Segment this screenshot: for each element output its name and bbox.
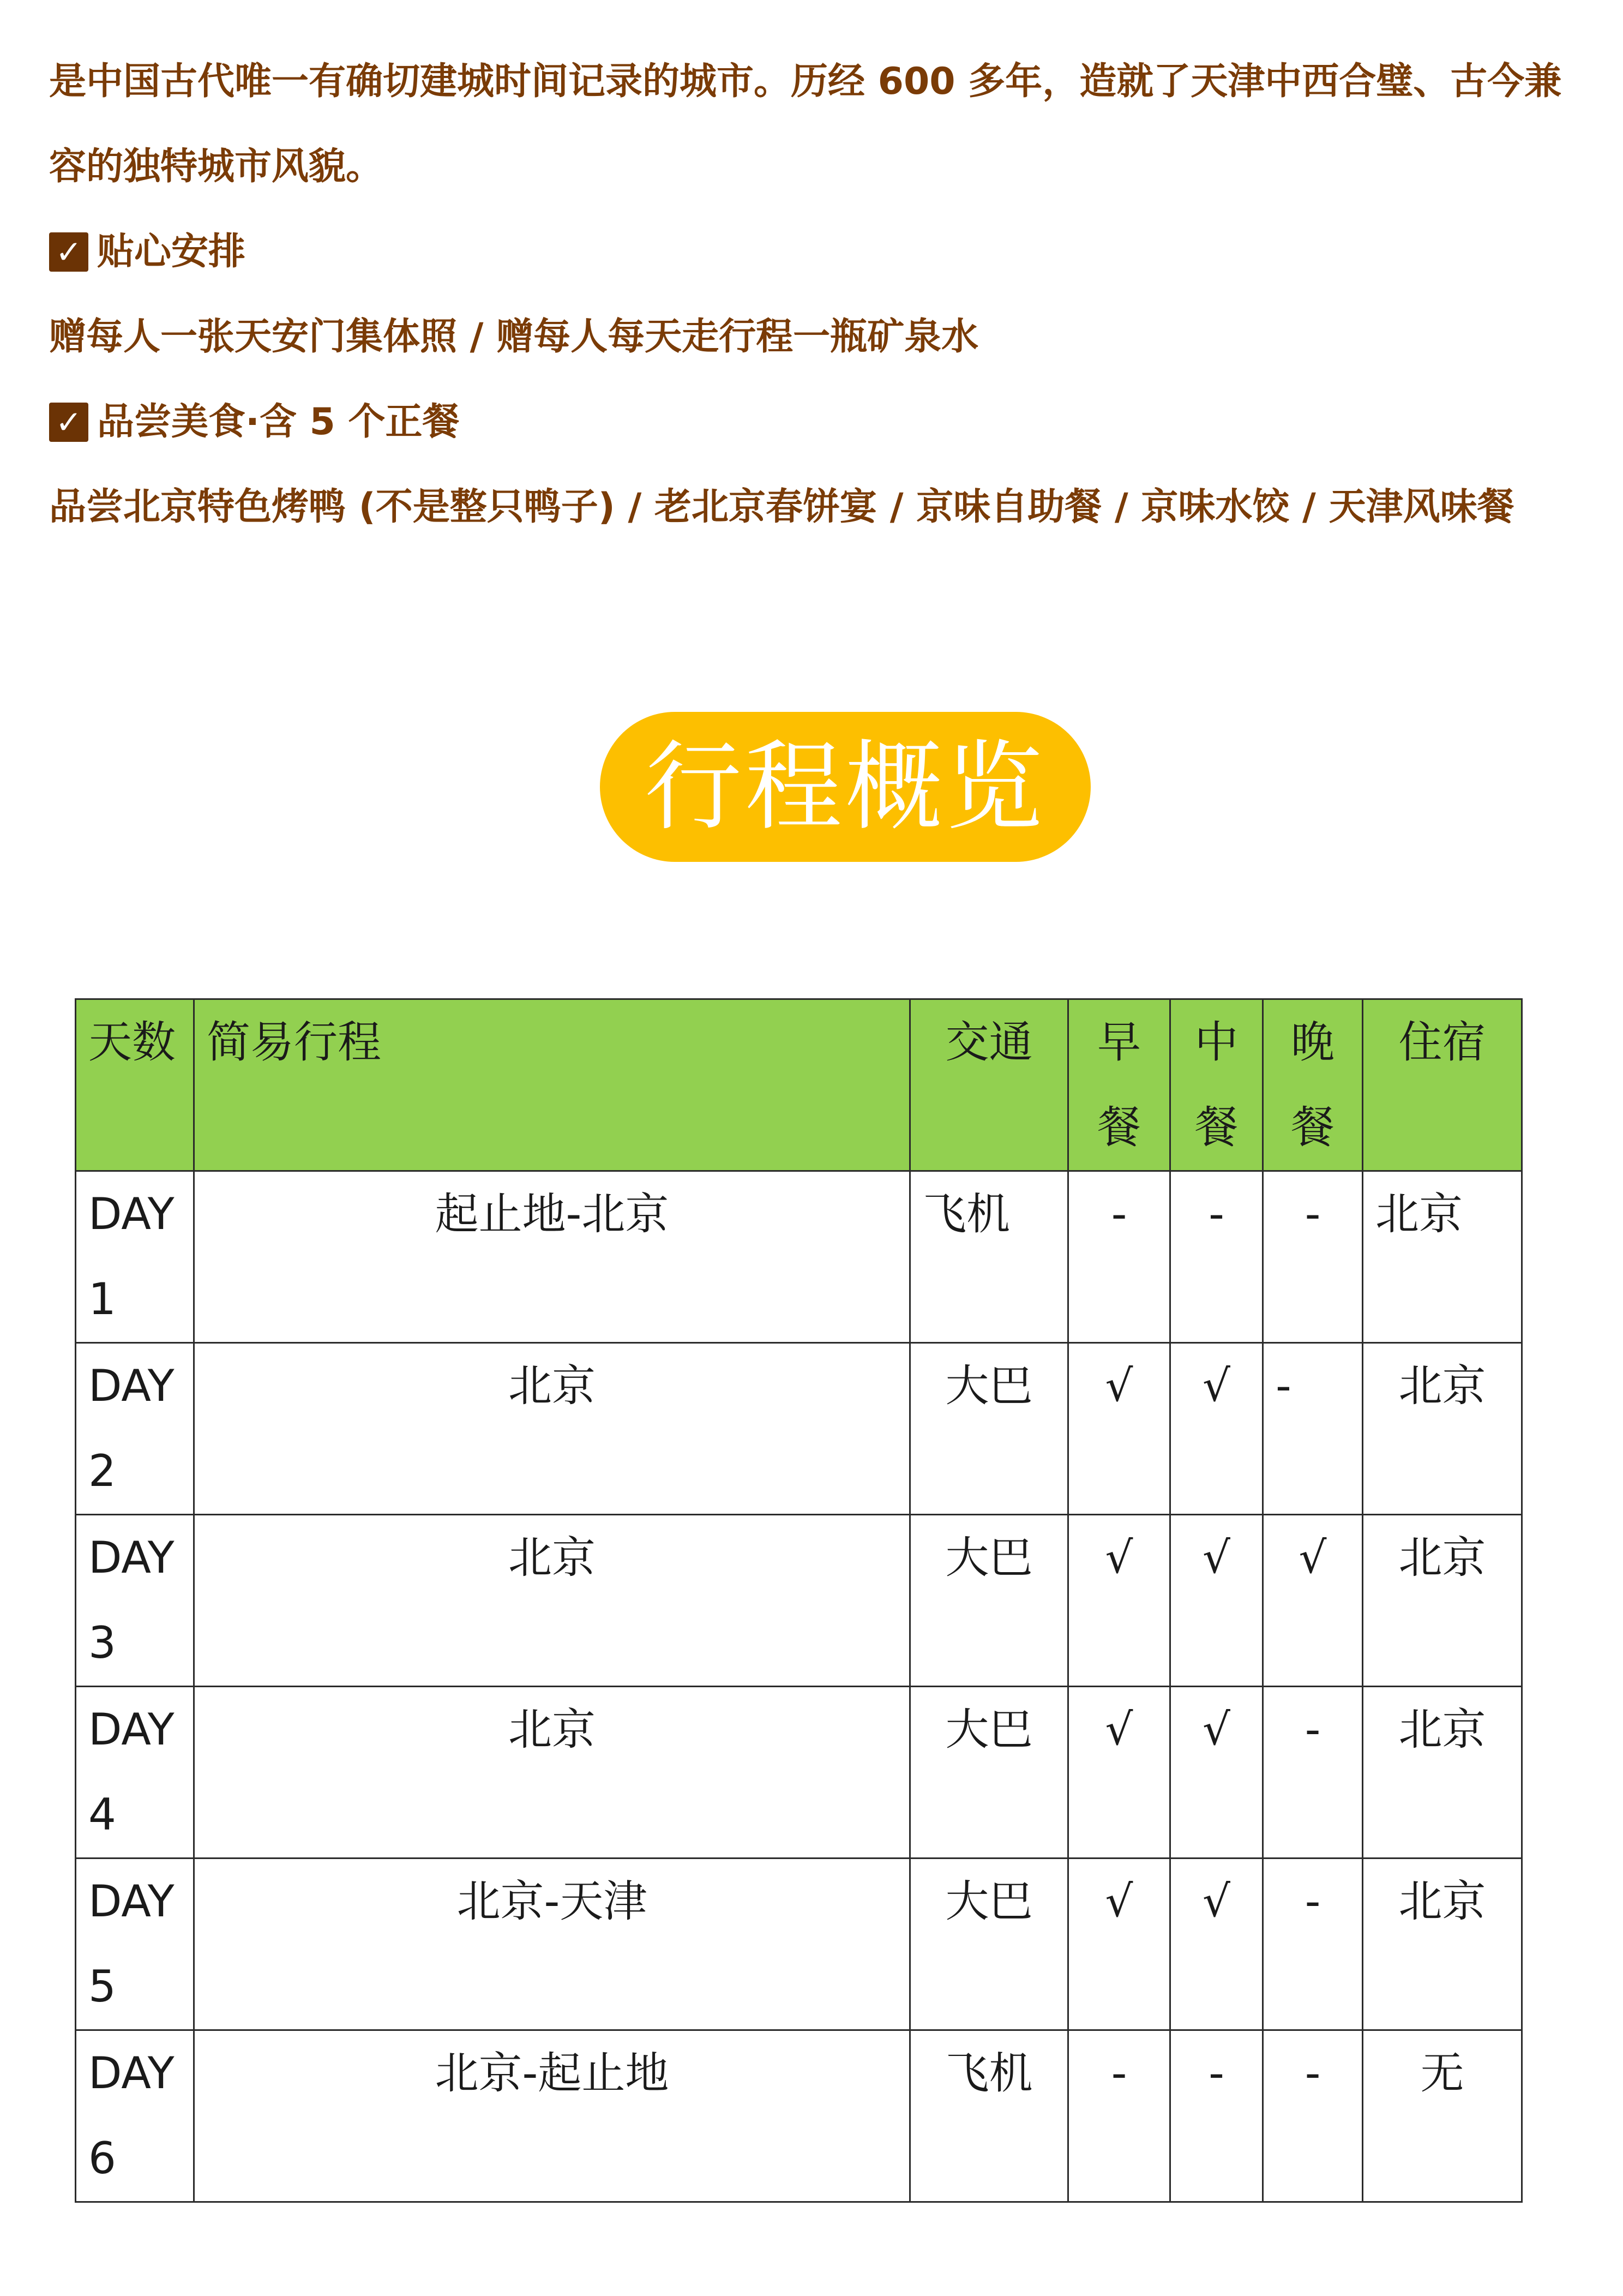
cell-lunch: - — [1170, 2030, 1263, 2202]
cell-hotel: 北京 — [1363, 1687, 1522, 1859]
cell-transport: 大巴 — [910, 1515, 1068, 1687]
checkbox-icon: ✓ — [49, 403, 88, 442]
cell-transport: 飞机 — [910, 2030, 1068, 2202]
table-row — [76, 1859, 1522, 2030]
header-day: 天数 — [76, 999, 194, 1171]
cell-lunch: √ — [1170, 1859, 1263, 2030]
header-hotel: 住宿 — [1363, 999, 1522, 1171]
header-breakfast: 早餐 — [1068, 999, 1170, 1171]
cell-breakfast: √ — [1068, 1515, 1170, 1687]
cell-day: DAY3 — [76, 1515, 194, 1687]
cell-hotel: 北京 — [1363, 1515, 1522, 1687]
section-title: 行程概览 — [645, 730, 1046, 843]
feature-heading-arrangement — [49, 209, 1582, 295]
cell-hotel: 北京 — [1363, 1343, 1522, 1515]
section-title-badge — [600, 712, 1091, 862]
feature-title: 贴心安排 — [97, 230, 246, 273]
cell-day: DAY2 — [76, 1343, 194, 1515]
cell-lunch: √ — [1170, 1687, 1263, 1859]
cell-day: DAY6 — [76, 2030, 194, 2202]
cell-breakfast: √ — [1068, 1859, 1170, 2030]
cell-transport: 大巴 — [910, 1687, 1068, 1859]
cell-transport: 飞机 — [910, 1171, 1068, 1343]
cell-hotel: 北京 — [1363, 1171, 1522, 1343]
cell-breakfast: √ — [1068, 1343, 1170, 1515]
feature-detail: 赠每人一张天安门集体照 / 赠每人每天走行程一瓶矿泉水 — [49, 315, 979, 358]
table-row — [76, 1343, 1522, 1515]
intro-section — [49, 39, 1582, 550]
intro-paragraph: 是中国古代唯一有确切建城时间记录的城市。历经 600 多年，造就了天津中西合璧、古今兼容的独特城市风貌。 — [49, 60, 1562, 188]
cell-route: 起止地-北京 — [194, 1171, 910, 1343]
cell-breakfast: - — [1068, 1171, 1170, 1343]
cell-route: 北京 — [194, 1343, 910, 1515]
cell-lunch: √ — [1170, 1343, 1263, 1515]
table-row — [76, 1515, 1522, 1687]
cell-lunch: √ — [1170, 1515, 1263, 1687]
feature-heading-food — [49, 380, 1582, 465]
cell-lunch: - — [1170, 1171, 1263, 1343]
table-header-row — [76, 999, 1522, 1171]
cell-breakfast: - — [1068, 2030, 1170, 2202]
cell-hotel: 北京 — [1363, 1859, 1522, 2030]
header-route: 简易行程 — [194, 999, 910, 1171]
feature-title: 品尝美食·含 5 个正餐 — [97, 400, 460, 443]
cell-day: DAY4 — [76, 1687, 194, 1859]
cell-day: DAY5 — [76, 1859, 194, 2030]
cell-dinner: - — [1263, 1859, 1363, 2030]
cell-dinner: - — [1263, 1343, 1363, 1515]
cell-transport: 大巴 — [910, 1859, 1068, 2030]
cell-dinner: √ — [1263, 1515, 1363, 1687]
cell-route: 北京 — [194, 1515, 910, 1687]
table-row — [76, 1687, 1522, 1859]
table-row — [76, 2030, 1522, 2202]
header-transport: 交通 — [910, 999, 1068, 1171]
cell-day: DAY1 — [76, 1171, 194, 1343]
cell-route: 北京-天津 — [194, 1859, 910, 2030]
cell-route: 北京-起止地 — [194, 2030, 910, 2202]
header-dinner: 晚餐 — [1263, 999, 1363, 1171]
cell-dinner: - — [1263, 1171, 1363, 1343]
table-row — [76, 1171, 1522, 1343]
cell-breakfast: √ — [1068, 1687, 1170, 1859]
cell-hotel: 无 — [1363, 2030, 1522, 2202]
cell-dinner: - — [1263, 1687, 1363, 1859]
itinerary-table — [75, 998, 1523, 2203]
cell-route: 北京 — [194, 1687, 910, 1859]
header-lunch: 中餐 — [1170, 999, 1263, 1171]
checkbox-icon: ✓ — [49, 232, 88, 272]
cell-transport: 大巴 — [910, 1343, 1068, 1515]
cell-dinner: - — [1263, 2030, 1363, 2202]
feature-detail: 品尝北京特色烤鸭 (不是整只鸭子) / 老北京春饼宴 / 京味自助餐 / 京味水饺 / 天津风味餐 — [49, 485, 1514, 529]
